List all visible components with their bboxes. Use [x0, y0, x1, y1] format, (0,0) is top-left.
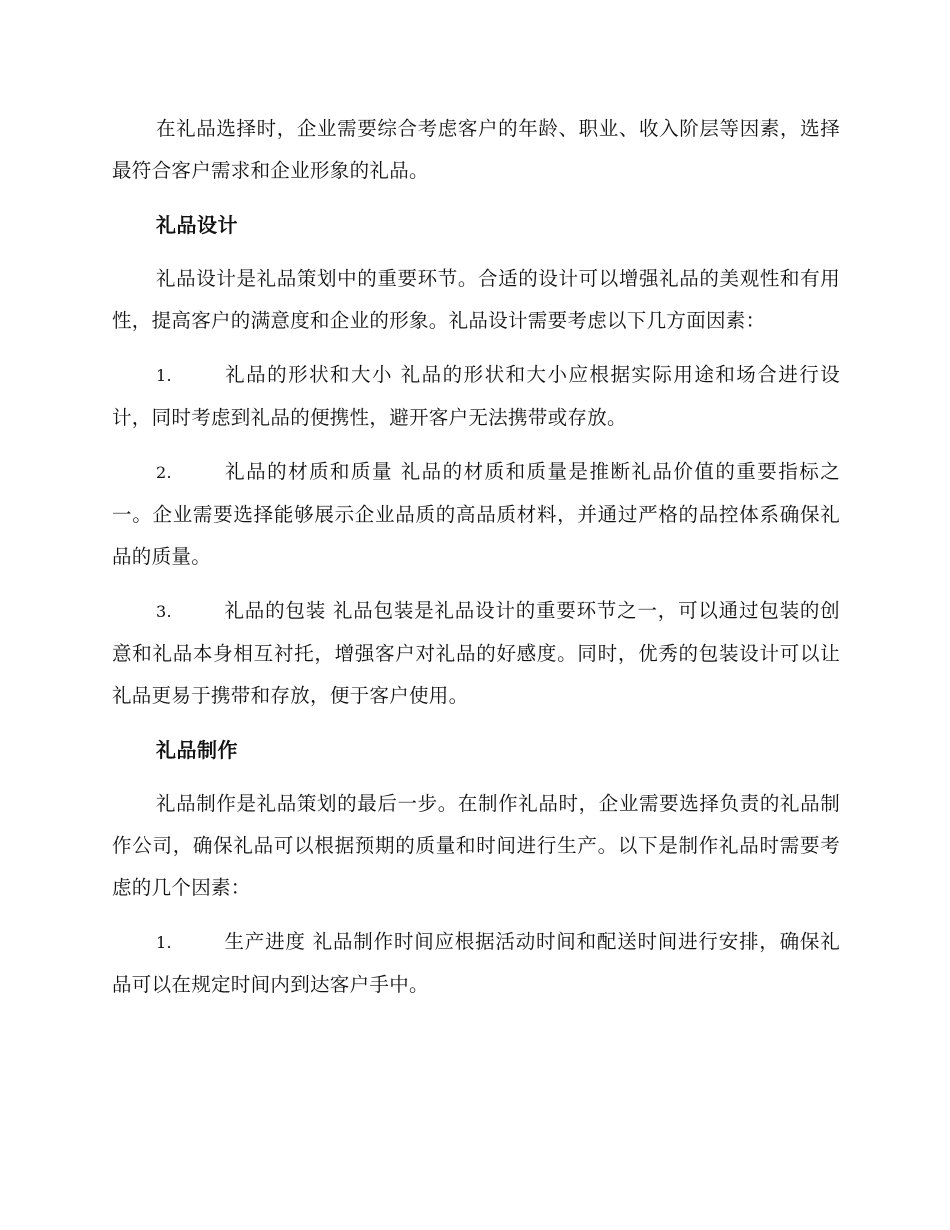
list-number: 3.	[156, 602, 172, 621]
section-heading-design: 礼品设计	[156, 213, 238, 237]
list-number: 1.	[156, 933, 172, 952]
list-item-text: 礼品包装是礼品设计的重要环节之一，可以通过包装的创意和礼品本身相互衬托，增强客户对礼品的好感度。同时，优秀的包装设计可以让礼品更易于携带和存放，便于客户使用。	[112, 599, 840, 707]
design-list-item-2	[112, 451, 840, 578]
list-item-title: 礼品的材质和质量	[224, 460, 393, 483]
section-heading-production: 礼品制作	[156, 738, 238, 762]
production-list-item-1	[112, 921, 840, 1006]
production-intro-paragraph: 礼品制作是礼品策划的最后一步。在制作礼品时，企业需要选择负责的礼品制作公司，确保礼品可以根据预期的质量和时间进行生产。以下是制作礼品时需要考虑的几个因素：	[112, 792, 840, 899]
list-item-title: 生产进度	[224, 930, 306, 953]
list-number: 2.	[156, 463, 172, 482]
design-intro-paragraph: 礼品设计是礼品策划中的重要环节。合适的设计可以增强礼品的美观性和有用性，提高客户的满意度和企业的形象。礼品设计需要考虑以下几方面因素：	[112, 267, 840, 332]
list-item-title: 礼品的包装	[224, 599, 326, 622]
list-item-text: 礼品的形状和大小应根据实际用途和场合进行设计，同时考虑到礼品的便携性，避开客户无法携带或存放。	[112, 363, 841, 429]
list-item-text: 礼品制作时间应根据活动时间和配送时间进行安排，确保礼品可以在规定时间内到达客户手中。	[112, 930, 840, 996]
list-item-title: 礼品的形状和大小	[224, 363, 393, 386]
list-number: 1.	[156, 366, 172, 385]
design-list-item-1	[112, 354, 840, 439]
intro-paragraph: 在礼品选择时，企业需要综合考虑客户的年龄、职业、收入阶层等因素，选择最符合客户需求和企业形象的礼品。	[112, 117, 840, 182]
list-item-text: 礼品的材质和质量是推断礼品价值的重要指标之一。企业需要选择能够展示企业品质的高品质材料，并通过严格的品控体系确保礼品的质量。	[112, 460, 841, 568]
design-list-item-3	[112, 590, 840, 717]
document-body	[112, 108, 840, 1006]
